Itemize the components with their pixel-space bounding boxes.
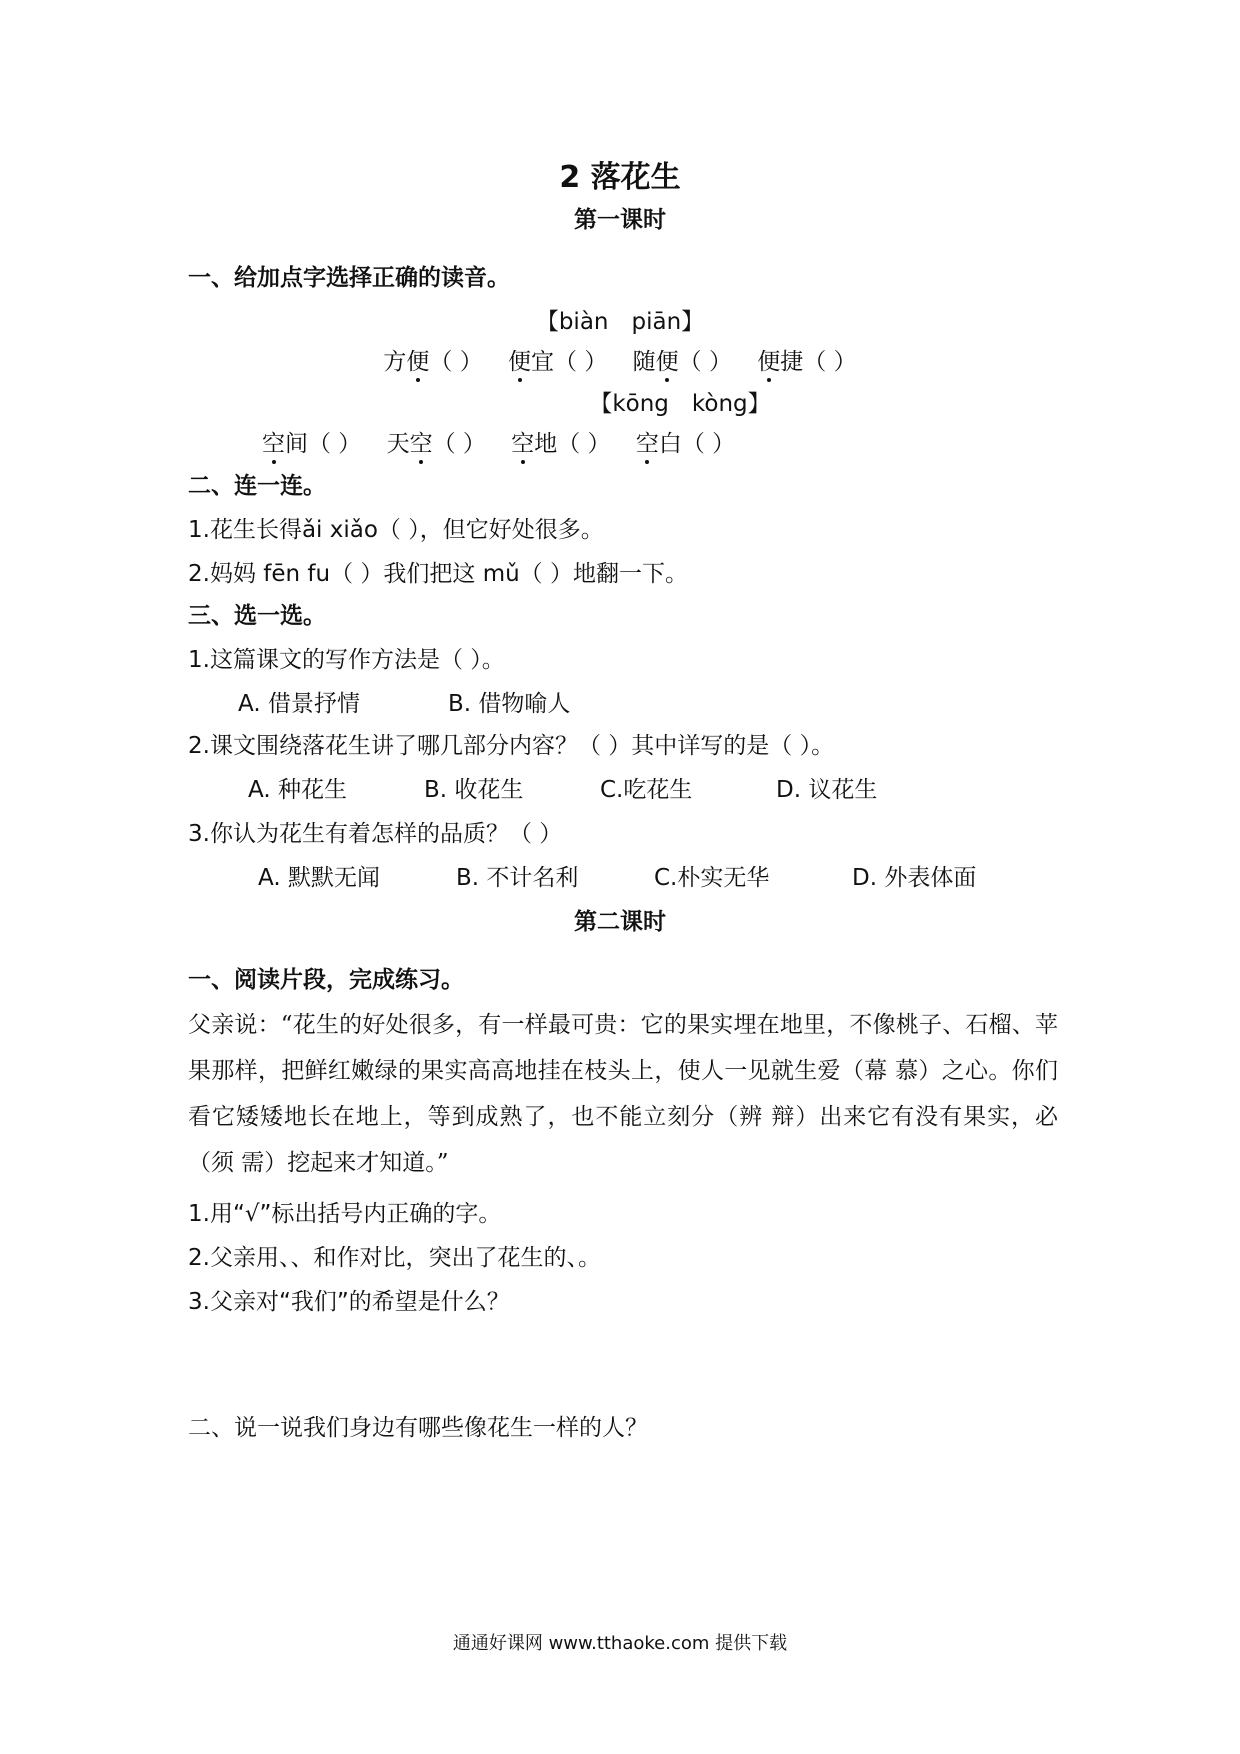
l1-section3-title: 三、选一选。: [188, 603, 326, 629]
pinyin-options-2: 【kōng kòng】: [589, 391, 771, 417]
word-item: 空白（ ）: [636, 428, 735, 460]
option-c: C.吃花生: [600, 777, 693, 803]
option-b: B. 借物喻人: [448, 691, 571, 717]
option-d: D. 议花生: [776, 777, 878, 803]
l2-s1-question-2: 2.父亲用、、和作对比，突出了花生的、。: [188, 1245, 601, 1271]
l2-s1-question-3: 3.父亲对“我们”的希望是什么？: [188, 1289, 510, 1315]
option-b: B. 收花生: [424, 777, 524, 803]
option-a: A. 默默无闻: [258, 865, 380, 891]
l1-s3-q3-options: [258, 862, 976, 894]
word-row-2: [262, 428, 735, 460]
l2-s1-question-1: 1.用“√”标出括号内正确的字。: [188, 1201, 502, 1227]
l1-section1-title: 一、给加点字选择正确的读音。: [188, 265, 510, 291]
option-d: D. 外表体面: [852, 865, 977, 891]
lesson1-heading: 第一课时: [574, 207, 666, 233]
pinyin-options-1: 【biàn piān】: [535, 309, 705, 335]
reading-passage: 父亲说：“花生的好处很多，有一样最可贵：它的果实埋在地里，不像桃子、石榴、苹果那样，把鲜红嫩绿的果实高高地挂在枝头上，使人一见就生爱（幕 慕）之心。你们看它矮矮地长在地上，等到成熟了，也不能立刻分（辨 辩）出来它有没有果实，必（须 需）挖起来才知道。”: [188, 1012, 1058, 1176]
option-a: A. 种花生: [248, 777, 347, 803]
l1-s2-question-2: 2.妈妈 fēn fu（ ）我们把这 mǔ（ ）地翻一下。: [188, 561, 688, 587]
l1-s2-question-1: 1.花生长得ǎi xiǎo（ ），但它好处很多。: [188, 517, 604, 543]
footer-source: 通通好课网 www.tthaoke.com 提供下载: [452, 1633, 788, 1654]
word-item: 随便（ ）: [633, 346, 732, 378]
l1-s3-question-3: 3.你认为花生有着怎样的品质？（ ）: [188, 821, 563, 847]
l1-s3-question-1: 1.这篇课文的写作方法是（ ）。: [188, 647, 505, 673]
option-b: B. 不计名利: [456, 865, 579, 891]
word-item: 天空（ ）: [387, 428, 486, 460]
lesson2-heading: 第二课时: [574, 909, 666, 935]
l2-section1-title: 一、阅读片段，完成练习。: [188, 967, 464, 993]
page-title: 2 落花生: [559, 160, 681, 195]
word-item: 便捷（ ）: [757, 346, 856, 378]
word-item: 便宜（ ）: [508, 346, 607, 378]
word-item: 空地（ ）: [511, 428, 610, 460]
l2-section2-title: 二、说一说我们身边有哪些像花生一样的人？: [188, 1415, 648, 1441]
l1-s3-question-2: 2.课文围绕落花生讲了哪几部分内容？（ ）其中详写的是（ ）。: [188, 733, 835, 759]
l1-s3-q1-options: [238, 688, 570, 720]
word-item: 方便（ ）: [383, 346, 482, 378]
l1-s3-q2-options: [248, 774, 877, 806]
word-row-1: [0, 346, 1240, 378]
option-a: A. 借景抒情: [238, 691, 360, 717]
word-item: 空间（ ）: [262, 428, 361, 460]
option-c: C.朴实无华: [654, 865, 770, 891]
l1-section2-title: 二、连一连。: [188, 473, 326, 499]
